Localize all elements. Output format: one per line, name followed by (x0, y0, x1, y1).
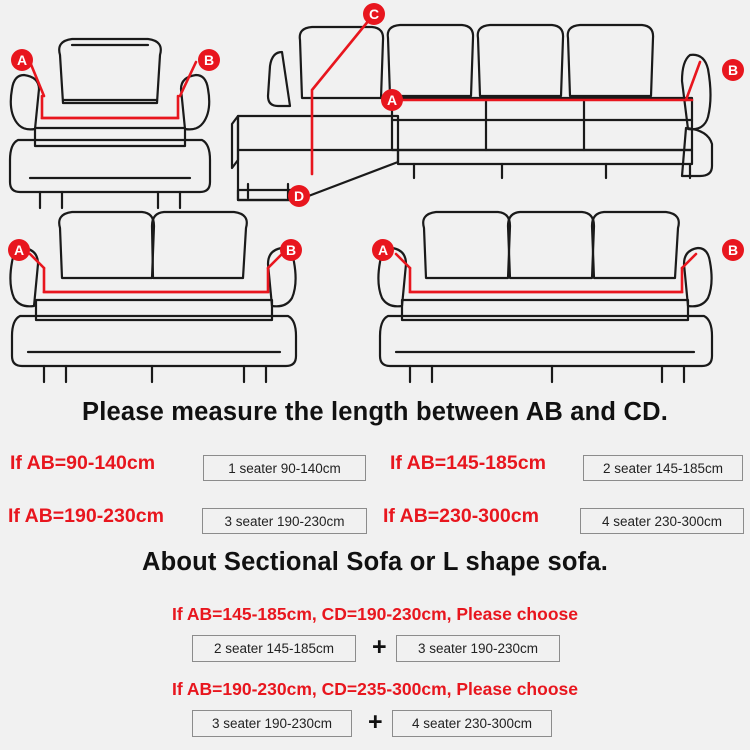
condition-ab-90-140: If AB=90-140cm (10, 452, 156, 474)
three-seater-illustration (378, 212, 712, 382)
svg-text:C: C (368, 6, 380, 22)
sectional-2-right-chip[interactable]: 4 seater 230-300cm (392, 710, 552, 737)
svg-text:B: B (203, 52, 215, 68)
label-b-three-seater (722, 239, 744, 261)
condition-ab-190-230: If AB=190-230cm (8, 505, 164, 527)
svg-text:A: A (13, 242, 25, 258)
sectional-headline: About Sectional Sofa or L shape sofa. (141, 548, 608, 576)
svg-text:A: A (16, 52, 28, 68)
svg-text:B: B (285, 242, 297, 258)
chip-4-seater[interactable]: 4 seater 230-300cm (580, 508, 744, 534)
two-seater-illustration (10, 212, 296, 382)
label-a-sectional (381, 89, 403, 111)
plus-icon: + (372, 633, 387, 661)
chip-2-seater[interactable]: 2 seater 145-185cm (583, 455, 743, 481)
sectional-illustration (232, 25, 712, 200)
label-c-sectional (363, 3, 385, 25)
sectional-1-right-chip[interactable]: 3 seater 190-230cm (396, 635, 560, 662)
svg-text:B: B (727, 242, 739, 258)
measure-guides (30, 14, 700, 292)
svg-text:A: A (377, 242, 389, 258)
label-a-two-seater (8, 239, 30, 261)
condition-ab-230-300: If AB=230-300cm (383, 505, 539, 527)
chip-3-seater[interactable]: 3 seater 190-230cm (202, 508, 367, 534)
label-b-sectional (722, 59, 744, 81)
label-d-sectional (288, 185, 310, 207)
svg-text:B: B (727, 62, 739, 78)
sectional-2-left-chip[interactable]: 3 seater 190-230cm (192, 710, 352, 737)
sectional-1-left-chip[interactable]: 2 seater 145-185cm (192, 635, 356, 662)
measure-headline: Please measure the length between AB and CD. (81, 398, 668, 426)
sectional-condition-1: If AB=145-185cm, CD=190-230cm, Please choose (172, 604, 578, 624)
plus-icon: + (368, 708, 383, 736)
one-seater-illustration (10, 39, 210, 208)
condition-ab-145-185: If AB=145-185cm (390, 452, 546, 474)
point-labels (8, 3, 744, 261)
chip-1-seater[interactable]: 1 seater 90-140cm (203, 455, 366, 481)
label-a-one-seater (11, 49, 33, 71)
label-a-three-seater (372, 239, 394, 261)
svg-text:D: D (293, 188, 305, 204)
label-b-one-seater (198, 49, 220, 71)
svg-text:A: A (386, 92, 398, 108)
sectional-condition-2: If AB=190-230cm, CD=235-300cm, Please choose (172, 679, 578, 699)
label-b-two-seater (280, 239, 302, 261)
